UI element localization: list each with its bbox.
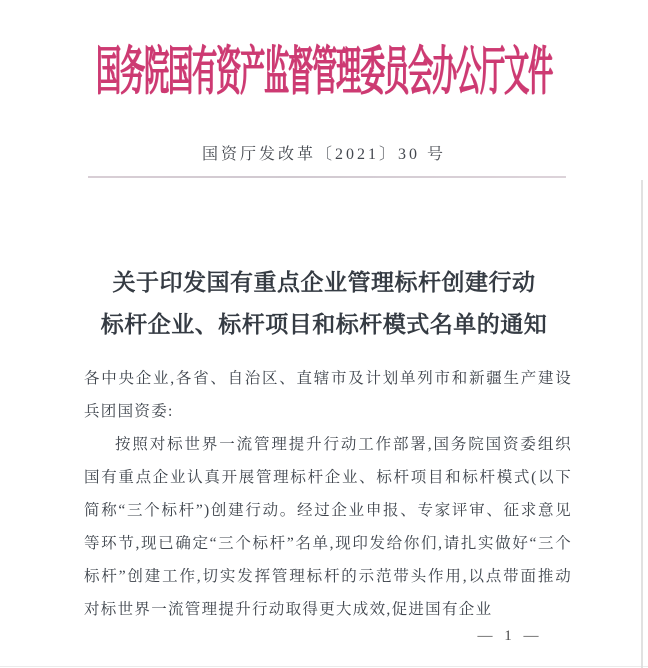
body-paragraph: 按照对标世界一流管理提升行动工作部署,国务院国资委组织国有重点企业认真开展管理标杆企业、标杆项目和标杆模式(以下简称“三个标杆”)创建行动。经过企业申报、专家评审、征求意见等环节,现已确定“三个标杆”名单,现印发给你们,请扎实做好“三个标杆”创建工作,切实发挥管理标杆的示范带头作用,以点带面推动对标世界一流管理提升行动取得更大成效,促进国有企业 — [84, 436, 572, 618]
document-number: 国资厅发改革〔2021〕30 号 — [201, 146, 446, 163]
document-body — [84, 362, 572, 626]
letterhead-org-title: 国务院国有资产监督管理委员会办公厅文件 — [95, 44, 552, 102]
body-salutation: 各中央企业,各省、自治区、直辖市及计划单列市和新疆生产建设兵团国资委: — [84, 370, 572, 420]
letterhead-divider-line — [88, 176, 566, 178]
document-title-line1: 关于印发国有重点企业管理标杆创建行动 — [112, 270, 536, 295]
scan-edge-bottom — [0, 666, 648, 667]
page-number: — 1 — — [477, 628, 543, 644]
scan-edge-right — [641, 180, 643, 668]
document-title — [0, 262, 648, 346]
document-title-line2: 标杆企业、标杆项目和标杆模式名单的通知 — [100, 312, 548, 337]
